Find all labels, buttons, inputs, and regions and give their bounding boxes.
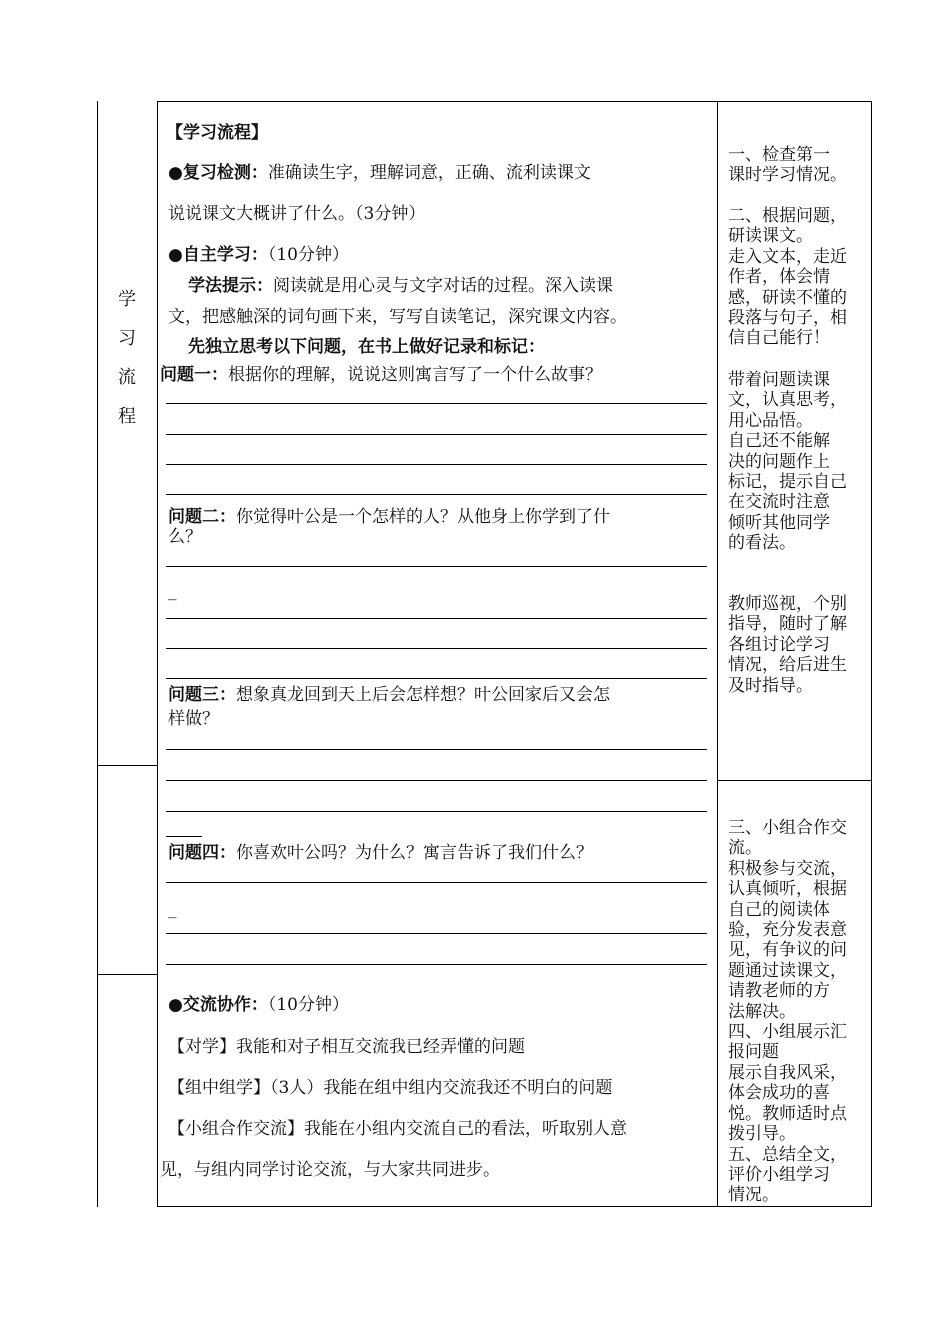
note-line: 指导，随时了解 <box>728 614 847 635</box>
label-char: 流 <box>118 367 136 388</box>
note-line: 认真倾听，根据 <box>728 879 847 900</box>
answer-line <box>166 836 202 837</box>
note-line: 各组讨论学习 <box>728 634 830 655</box>
note-line: 法解决。 <box>728 1001 796 1022</box>
review-label: ●复习检测： <box>168 163 268 183</box>
note-line: 展示自我风采， <box>728 1062 847 1083</box>
note-line: 拨引导。 <box>728 1124 796 1145</box>
team-exchange-line-1: 【小组合作交流】我能在小组内交流自己的看法，听取别人意 <box>168 1119 627 1139</box>
exchange-time: （10分钟） <box>267 995 349 1015</box>
question-label: 问题一： <box>160 365 228 385</box>
note-line: 报问题 <box>728 1042 779 1063</box>
note-line: 信自己能行！ <box>728 328 830 349</box>
section-title: 【学习流程】 <box>166 123 268 143</box>
label-char: 程 <box>118 406 136 427</box>
note-line: 作者，体会情 <box>728 267 830 288</box>
question-label: 问题三： <box>168 685 236 705</box>
note-line: 四、小组展示汇 <box>728 1022 847 1043</box>
question-3 <box>168 685 610 705</box>
review-line-2: 说说课文大概讲了什么。（3分钟） <box>168 204 426 224</box>
question-text: 你觉得叶公是一个怎样的人？从他身上你学到了什 <box>236 507 610 527</box>
main-cell-bottom-border <box>157 1206 872 1207</box>
study-tip-label: 学法提示： <box>188 276 273 296</box>
review-line-1 <box>168 163 591 183</box>
note-line: 文，认真思考， <box>728 390 847 411</box>
note-line: 走入文本，走近 <box>728 246 847 267</box>
note-line: 用心品悟。 <box>728 410 813 431</box>
question-text: 想象真龙回到天上后会怎样想？叶公回家后又会怎 <box>236 685 610 705</box>
note-line: 带着问题读课 <box>728 370 830 390</box>
note-line: 研读课文。 <box>728 226 813 247</box>
note-line: 验，充分发表意 <box>728 920 847 941</box>
note-line: 标记，提示自己 <box>728 472 847 493</box>
study-tip-line-2: 文，把感触深的词句画下来，写写自读笔记，深究课文内容。 <box>168 307 627 327</box>
label-char: 学 <box>118 289 136 310</box>
blank-mark: _ <box>168 899 177 919</box>
note-line: 三、小组合作交 <box>728 818 847 838</box>
note-line: 评价小组学习 <box>728 1164 830 1185</box>
note-line: 二、根据问题， <box>728 206 847 226</box>
question-text: 根据你的理解，说说这则寓言写了一个什么故事？ <box>228 365 602 385</box>
left-column-divider-1 <box>97 765 157 766</box>
question-4 <box>168 843 593 863</box>
teacher-note-exchange <box>728 818 864 1206</box>
note-line: 课时学习情况。 <box>728 165 847 186</box>
label-char: 习 <box>118 328 136 349</box>
teacher-note-check <box>728 145 864 186</box>
answer-line <box>166 882 707 883</box>
section-label-vertical <box>114 280 140 436</box>
answer-line <box>166 811 707 812</box>
note-line: 决的问题作上 <box>728 451 830 472</box>
note-line: 悦。教师适时点 <box>728 1103 847 1124</box>
answer-line <box>166 434 707 435</box>
answer-line <box>166 618 707 619</box>
note-line: 情况，给后进生 <box>728 655 847 676</box>
note-line: 情况。 <box>728 1185 779 1206</box>
note-line: 及时指导。 <box>728 675 813 696</box>
note-line: 教师巡视，个别 <box>728 594 847 614</box>
answer-line <box>166 403 707 404</box>
left-column-divider-2 <box>97 974 157 975</box>
answer-line <box>166 648 707 649</box>
question-1 <box>160 365 602 385</box>
answer-line <box>166 678 707 679</box>
note-line: 一、检查第一 <box>728 145 830 165</box>
question-text: 你喜欢叶公吗？为什么？寓言告诉了我们什么？ <box>236 843 593 863</box>
self-study-heading <box>168 245 349 265</box>
question-label: 问题四： <box>168 843 236 863</box>
exchange-label: ●交流协作： <box>168 995 268 1015</box>
answer-line <box>166 464 707 465</box>
main-cell-right-border <box>717 101 718 1207</box>
teacher-note-study <box>728 206 864 349</box>
note-line: 积极参与交流， <box>728 858 847 879</box>
self-study-label: ●自主学习： <box>168 245 268 265</box>
exchange-heading <box>168 995 349 1015</box>
group-study-line: 【组中组学】（3人）我能在组中组内交流我还不明白的问题 <box>168 1078 613 1098</box>
question-3-continued: 样做？ <box>168 709 219 729</box>
note-line: 体会成功的喜 <box>728 1083 830 1104</box>
note-line: 五、总结全文， <box>728 1144 847 1165</box>
note-line: 自己的阅读体 <box>728 899 830 920</box>
answer-line <box>166 566 707 567</box>
review-text: 准确读生字，理解词意，正确、流利读课文 <box>267 163 591 183</box>
pair-study-line: 【对学】我能和对子相互交流我已经弄懂的问题 <box>168 1037 525 1057</box>
answer-line <box>166 933 707 934</box>
study-tip-line-1 <box>188 276 613 296</box>
note-line: 倾听其他同学 <box>728 512 830 533</box>
note-line: 在交流时注意 <box>728 492 830 513</box>
note-line: 感，研读不懂的 <box>728 287 847 308</box>
teacher-note-guidance <box>728 594 864 696</box>
note-line: 流。 <box>728 838 762 859</box>
question-2-continued: 么？ <box>168 527 202 547</box>
answer-line <box>166 780 707 781</box>
answer-line <box>166 749 707 750</box>
note-line: 自己还不能解 <box>728 431 830 452</box>
blank-mark: _ <box>168 581 177 601</box>
question-label: 问题二： <box>168 507 236 527</box>
main-cell-left-border <box>157 101 158 1207</box>
note-line: 见，有争议的问 <box>728 940 847 961</box>
study-tip-text: 阅读就是用心灵与文字对话的过程。深入读课 <box>273 276 613 296</box>
question-2 <box>168 507 610 527</box>
answer-line <box>166 494 707 495</box>
main-cell-top-border <box>157 101 872 102</box>
note-line: 请教老师的方 <box>728 981 830 1002</box>
table-left-border <box>97 101 98 1207</box>
right-cell-right-border <box>871 101 872 1207</box>
note-line: 的看法。 <box>728 533 796 554</box>
note-line: 题通过读课文， <box>728 960 847 981</box>
teacher-note-reading <box>728 370 864 554</box>
team-exchange-line-2: 见，与组内同学讨论交流，与大家共同进步。 <box>160 1160 500 1180</box>
think-instruction: 先独立思考以下问题，在书上做好记录和标记： <box>188 337 545 357</box>
self-study-time: （10分钟） <box>267 245 349 265</box>
right-column-divider <box>717 780 871 781</box>
note-line: 段落与句子，相 <box>728 308 847 329</box>
answer-line <box>166 964 707 965</box>
